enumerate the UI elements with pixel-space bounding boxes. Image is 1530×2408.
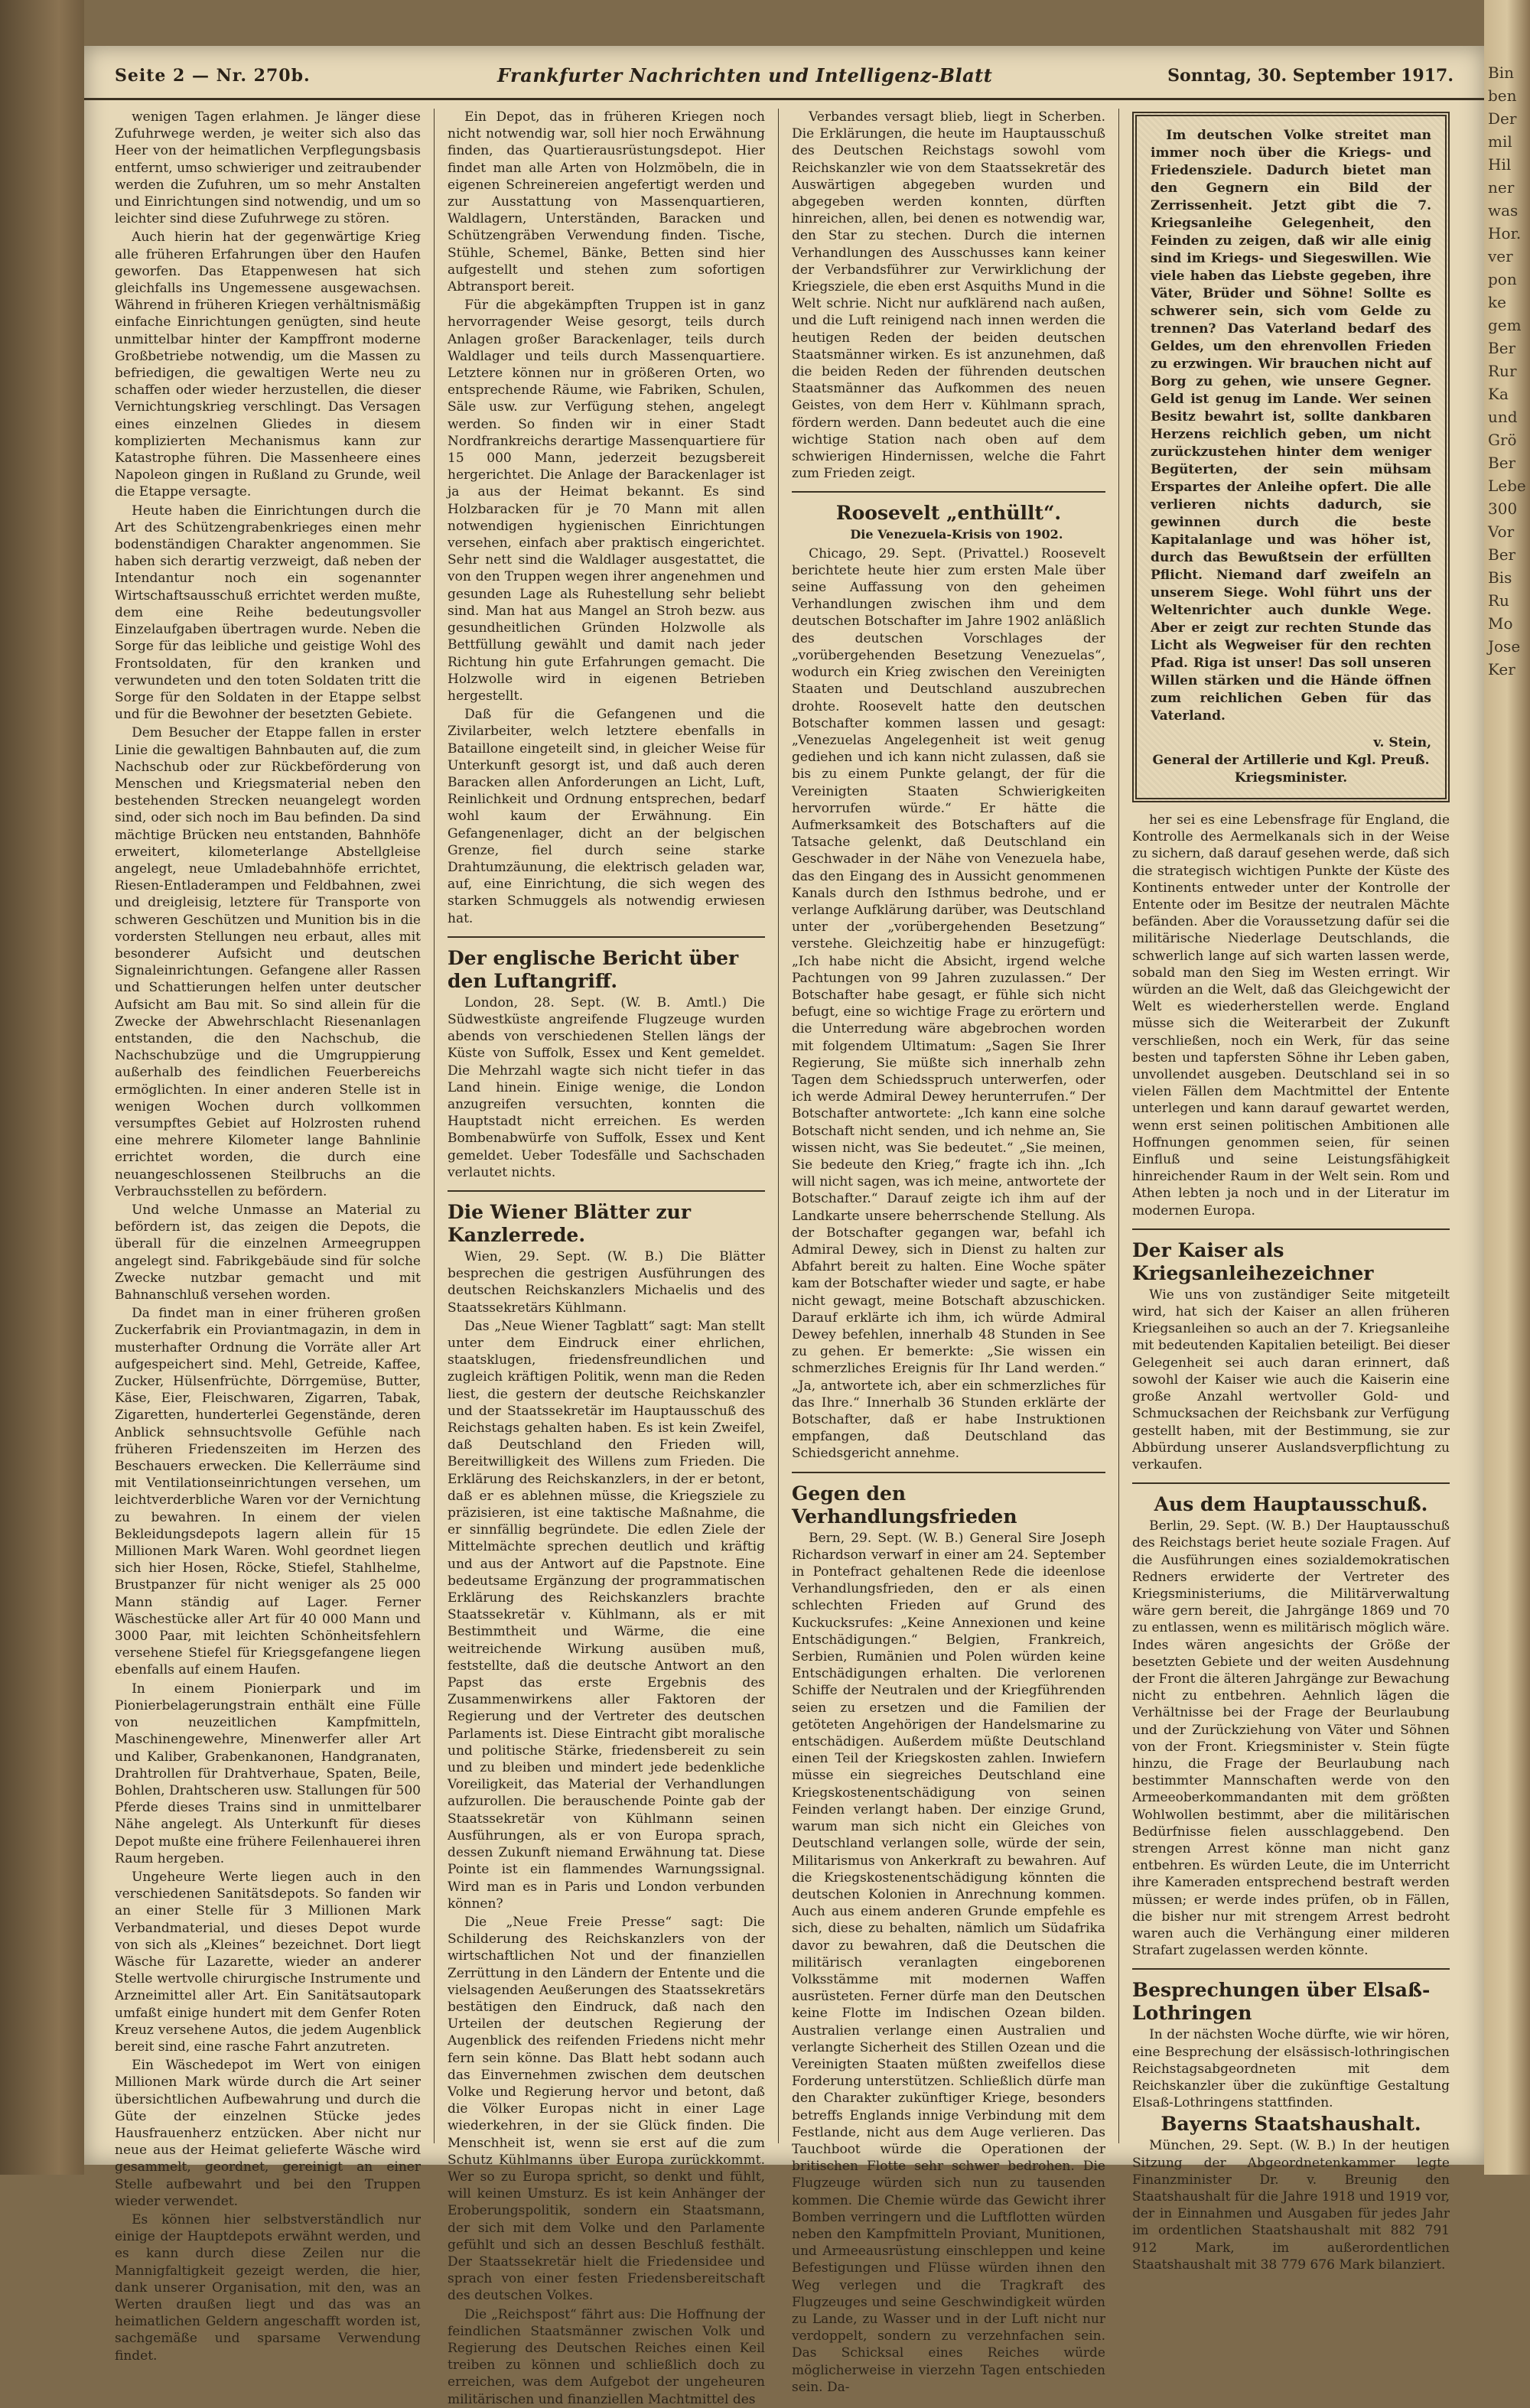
section-divider bbox=[1132, 1482, 1450, 1484]
paragraph: In der nächsten Woche dürfte, wie wir hören, eine Besprechung der elsässisch-lothringischen Reichstagsabgeordneten mit dem Reichskanzler über die zukünftige Gestaltung Elsaß-Lothringens stattfinden. bbox=[1132, 2027, 1450, 2111]
headline-bayern: Bayerns Staatshaushalt. bbox=[1161, 2113, 1421, 2136]
headline-hauptausschuss: Aus dem Hauptausschuß. bbox=[1154, 1493, 1428, 1516]
headline-roosevelt: Roosevelt „enthüllt“. bbox=[835, 502, 1062, 525]
section-divider bbox=[1132, 1228, 1450, 1230]
header-date: Sonntag, 30. September 1917. bbox=[1167, 66, 1454, 86]
column-2 bbox=[448, 109, 765, 2407]
section-divider bbox=[792, 491, 1105, 493]
headline-kaiser: Der Kaiser als Kriegsanleihezeichner bbox=[1132, 1238, 1374, 1284]
appeal-text: Im deutschen Volke streitet man immer noch über die Kriegs- und Friedensziele. Dadurch bietet man den Gegnern ein Bild der Zerrissenheit. Jetzt gibt die 7. Kriegsanleihe Gelegenheit, den Feinden zu zeigen, daß wir alle einig sind im Kriegs- und Siegeswillen. Wie viele haben das Liebste gegeben, ihre Väter, Brüder und Söhne! Sollte es schwerer sein, sich vom Gelde zu trennen? Das Vaterland bedarf des Geldes, um den ehrenvollen Frieden zu erzwingen. Wir brauchen nicht auf Borg zu gehen, wie unsere Gegner. Geld ist genug im Lande. Wer seinen Besitz bewahrt ist, sollte dankbaren Herzens reichlich geben, um nicht zurückzustehen hinter dem weniger Begüterten, der sein mühsam Erspartes der Anleihe opfert. Die alle verlieren nichts dadurch, sie gewinnen durch die beste Kapitalanlage und was höher ist, durch das Bewußtsein der erfüllten Pflicht. Niemand darf zweifeln an unserem Siege. Wohl führt uns der Weltenrichter auch dunkle Wege. Aber er zeigt zur rechten Stunde das Licht als Wegweiser für den rechten Pfad. Riga ist unser! Das soll unseren Willen stärken und die Hände öffnen zum reichlichen Geben für das Vaterland. bbox=[1151, 128, 1431, 724]
paragraph: Ein Depot, das in früheren Kriegen noch nicht notwendig war, soll hier noch Erwähnung finden, das Quartierausrüstungsdepot. Hier findet man alle Arten von Holzmöbeln, die in eigenen Schreinereien angefertigt werden und zur Ausstattung von Massenquartieren, Waldlagern, Unterständen, Baracken und Schützengräben Verwendung finden. Tische, Stühle, Schemel, Bänke, Betten sind hier aufgestellt und stehen zum sofortigen Abtransport bereit. bbox=[448, 109, 765, 295]
paragraph: Ungeheure Werte liegen auch in den verschiedenen Sanitätsdepots. So fanden wir an einer Stelle für 3 Millionen Mark Verbandmaterial, und dieses Depot wurde von sich als „Kleines“ bezeichnet. Dort liegt Wäsche für Lazarette, wieder an anderer Stelle wertvolle chirurgische Instrumente und Arzneimittel aller Art. Ein Sanitätsautopark umfaßt einige hundert mit dem Genfer Roten Kreuz versehene Autos, die jedem Augenblick bereit sind, eine rasche Fahrt anzutreten. bbox=[115, 1869, 421, 2055]
header-masthead: Frankfurter Nachrichten und Intelligenz-Blatt bbox=[497, 64, 993, 86]
paragraph: Berlin, 29. Sept. (W. B.) Der Hauptausschuß des Reichstags beriet heute soziale Fragen. Auf die Ausführungen eines sozialdemokratischen Redners erwiderte der Vertreter des Kriegsministeriums, die Militärverwaltung wäre gern bereit, die Jahrgänge 1869 und 70 zu entlassen, wenn es militärisch möglich wäre. Indes wären angesichts der Größe der besetzten Gebiete und der weiten Ausdehnung der Front die älteren Jahrgänge zur Bewachung nicht zu entbehren. Aehnlich lägen die Verhältnisse bei der Frage der Beurlaubung und der Zurückziehung von Väter und Söhnen von der Front. Kriegsminister v. Stein fügte hinzu, die Frage der Beurlaubung nach bestimmter Mannschaften werde von den Armeeoberkommandanten mit dem größten Wohlwollen bestimmt, aber die militärischen Bedürfnisse fielen ausschlaggebend. Den strengen Arrest könne man nicht ganz entbehren. Es würden Leute, die im Unterricht ihre Kameraden entsprechend bestraft werden müssen; er werde indes prüfen, ob in Fällen, die bisher nur mit strengem Arrest bedroht waren auch die Verhängung einer milderen Strafart zugelassen werden könnte. bbox=[1132, 1518, 1450, 1959]
column-3 bbox=[792, 109, 1105, 2395]
war-loan-appeal-box bbox=[1132, 112, 1450, 802]
paragraph: Für die abgekämpften Truppen ist in ganz hervorragender Weise gesorgt, teils durch Anlagen großer Barackenlager, teils durch Waldlager und teils durch Massenquartiere. Letztere können nur in größeren Orten, wo entsprechende Räume, wie Fabriken, Schulen, Säle usw. zur Verfügung stehen, angelegt werden. So finden wir in einer Stadt Nordfrankreichs derartige Massenquartiere für 15 000 Mann, jederzeit bezugsbereit hergerichtet. Die Anlage der Barackenlager ist ja aus der Heimat bekannt. Es sind Holzbaracken für je 70 Mann mit allen notwendigen hygienischen Einrichtungen versehen, einfach aber praktisch eingerichtet. Sehr nett sind die Waldlager ausgestattet, die von den Truppen wegen ihrer angenehmen und gesunden Lage als Ruhestellung sehr beliebt sind. Man hat aus Mangel an Stroh bezw. aus gesundheitlichen Gründen Holzwolle als Bettfüllung gewählt und damit nach jeder Richtung hin gute Erfahrungen gemacht. Die Holzwolle wird in eigenen Betrieben hergestellt. bbox=[448, 298, 765, 704]
paragraph: Und welche Unmasse an Material zu befördern ist, das zeigen die Depots, die überall für die einzelnen Armeegruppen angelegt sind. Fabrikgebäude sind für solche Zwecke nutzbar gemacht und mit Bahnanschluß versehen worden. bbox=[115, 1202, 421, 1303]
paragraph: In einem Pionierpark und im Pionierbelagerungstrain enthält eine Fülle von neuzeitlichen Kampfmitteln, Maschinengewehre, Minenwerfer aller Art und Kaliber, Grabenkanonen, Handgranaten, Drahtrollen für Drahtverhaue, Spaten, Beile, Bohlen, Drahtscheren usw. Stallungen für 500 Pferde dieses Trains sind in unmittelbarer Nähe angelegt. Als Unterkunft für dieses Depot mußte eine frühere Feilenhauerei ihren Raum hergeben. bbox=[115, 1681, 421, 1866]
headline-verhandlungsfrieden: Gegen den Verhandlungsfrieden bbox=[792, 1482, 1017, 1528]
paragraph: Das „Neue Wiener Tagblatt“ sagt: Man stellt unter dem Eindruck einer ehrlichen, staatsklugen, friedensfreundlichen und zugleich kräftigen Politik, wenn man die Reden liest, die gestern der deutsche Reichskanzler und der Staatssekretär im Hauptausschuß des Reichstags gehalten haben. Es ist kein Zweifel, daß Deutschland den Frieden will, Bereitwilligkeit des Willens zum Frieden. Die Erklärung des Reichskanzlers, in der er betont, daß er es ablehnen müsse, die Kriegsziele zu präzisieren, ist eine taktische Maßnahme, die er sinnfällig begründete. Die edlen Ziele der Mittelmächte sprechen deutlich und kräftig und aus der Antwort auf die Papstnote. Eine bedeutsame Ergänzung der programmatischen Erklärung des Reichskanzlers brachte Staatssekretär v. Kühlmann, als er mit Bestimmtheit und Wärme, die eine weitreichende Wirkung ausüben muß, feststellte, daß die deutsche Antwort an den Papst das erste Ergebnis des Zusammenwirkens aller Faktoren der Regierung und der Vertreter des deutschen Parlaments ist. Diese Eintracht gibt moralische und politische Stärke, friedensbereit zu sein und zu bleiben und mindert jede bedenkliche Voreiligkeit, das Material der Verhandlungen aufzurollen. Die berauschende Pointe gab der Staatssekretär von Kühlmann seinen Ausführungen, als er von Europa sprach, dessen Zukunft niemand Erwähnung tat. Diese Pointe ist ein flammendes Warnungssignal. Wird man es in Paris und London verbunden können? bbox=[448, 1318, 765, 1912]
page-header bbox=[84, 60, 1484, 100]
paragraph: Wien, 29. Sept. (W. B.) Die Blätter besprechen die gestrigen Ausführungen des deutschen Reichskanzlers Michaelis und des Staatssekretärs Kühlmann. bbox=[448, 1248, 765, 1316]
column-rule bbox=[778, 109, 779, 2143]
appeal-signature-name: v. Stein, bbox=[1373, 735, 1431, 750]
paragraph: Die „Neue Freie Presse“ sagt: Die Schilderung des Reichskanzlers von der wirtschaftlichen Not und der finanziellen Zerrüttung in den Ländern der Entente und die vielsagenden Aeußerungen des Staatssekretärs bestätigen den Eindruck, daß nach den Urteilen der deutschen Regierung der Augenblick des reifenden Friedens nicht mehr fern sein könne. Das Blatt hebt sodann auch das Einvernehmen zwischen dem deutschen Volke und Regierung hervor und betont, daß die Völker Europas nicht in einer Lage wiederkehren, in der sie Glück finden. Die Menschheit ist, wenn sie erst auf die zum Schutz Kühlmanns über Europa zurückkommt. Wer so zu Europa spricht, so denkt und fühlt, will keinen Umsturz. Es ist kein Anhänger der Eroberungspolitik, sondern ein Staatsmann, der sich mit dem Volke und den Parlamente gefühlt und sich an dessen Beschluß festhält. Der Staatssekretär hielt die Friedensidee und sprach von einer festen Friedensbereitschaft des deutschen Volkes. bbox=[448, 1914, 765, 2304]
paragraph: Die „Reichspost“ fährt aus: Die Hoffnung der feindlichen Staatsmänner zwischen Volk und Regierung des Deutschen Reiches einen Keil treiben zu können und schließlich doch zu erreichen, was dem Aufgebot der ungeheuren militärischen und finanziellen Machtmittel des bbox=[448, 2306, 765, 2407]
binding-shadow-left bbox=[0, 0, 84, 2175]
paragraph: Daß für die Gefangenen und die Zivilarbeiter, welch letztere ebenfalls in Bataillone eingeteilt sind, in gleicher Weise für Unterkunft gesorgt ist, und daß auch deren Baracken allen Anforderungen an Licht, Luft, Reinlichkeit und Ordnung entsprechen, bedarf wohl kaum der Erwähnung. Ein Gefangenenlager, dicht an der belgischen Grenze, fiel durch seine starke Drahtumzäunung, die elektrisch geladen war, auf, eine Einrichtung, die sich wegen des starken Schmuggels als notwendig erwiesen hat. bbox=[448, 707, 765, 926]
headline-luftangriff: Der englische Bericht über den Luftangriff. bbox=[448, 946, 739, 992]
headline-elsass-lothringen: Besprechungen über Elsaß-Lothringen bbox=[1132, 1979, 1431, 2025]
paragraph: Dem Besucher der Etappe fallen in erster Linie die gewaltigen Bahnbauten auf, die zum Nachschub oder zur Rückbeförderung von Menschen und Kriegsmaterial neben den bestehenden Strecken neuangelegt worden sind, oder sich noch im Bau befinden. Da sind mächtige Brücken neu entstanden, Bahnhöfe erweitert, kilometerlange Abstellgleise angelegt, neue Umladebahnhöfe errichtet, Riesen-Entladerampen und Feldbahnen, zwei und dreigleisig, letztere für Transporte von schweren Geschützen und Munition bis in die vordersten Stellungen neu erbaut, alles mit besonderer Aufsicht und deutschen Signaleinrichtungen. Gefangene aller Rassen und Schattierungen helfen unter deutscher Aufsicht am Bau mit. So sind allein für die Zwecke der Abwehrschlacht Riesenanlagen entstanden, die den Nachschub, die Nachschubzüge und die Umgruppierung außerhalb des feindlichen Feuerbereichs ermöglichten. In einer anderen Stelle ist in wenigen Wochen durch vollkommen versumpftes Gebiet auf Holzrosten ruhend eine mehrere Kilometer lange Bahnlinie errichtet worden, die durch eine neuangeschlossenen Steilbruchs an die Verbrauchsstellen zu befördern. bbox=[115, 725, 421, 1199]
column-rule bbox=[434, 109, 435, 2143]
paragraph: Heute haben die Einrichtungen durch die Art des Schützengrabenkrieges einen mehr bodenständigen Charakter angenommen. Sie haben sich derartig verzweigt, daß neben der Intendantur noch ein sogenannter Wirtschaftsausschuß errichtet werden mußte, dem eine Reihe bedeutungsvoller Einzelaufgaben übertragen wurde. Neben die Sorge für das leibliche und geistige Wohl des Frontsoldaten, für den kranken und verwundeten und den toten Soldaten tritt die Sorge für den Soldaten in der Etappe selbst und für die Bewohner der besetzten Gebiete. bbox=[115, 503, 421, 723]
paragraph: her sei es eine Lebensfrage für England, die Kontrolle des Aermelkanals sich in der Weise zu sichern, daß darauf gesehen werde, daß sich die strategisch wichtigen Punkte der Küste des Kontinents entweder unter der Kontrolle der Entente oder im Besitze der neutralen Mächte befänden. Aber die Voraussetzung dafür sei die militärische Niederlage Deutschlands, die schwerlich lange auf sich warten lassen werde, sobald man den Sieg im Westen erringt. Wir würden an die Welt, daß das Gleichgewicht der Welt es wiederherstellen werde. England müsse sich die Weiterarbeit der Zukunft verschließen, noch ein Werk, für das seine besten und tapfersten Söhne ihr Leben gaben, unvollendet ausgeben. Deutschland sei in so vielen Fällen dem Machtmittel der Entente unterlegen und kann darauf gewartet werden, wenn erst seinen politischen Ambitionen alle Hoffnungen genommen seien, für seinen Einfluß und seine Leistungsfähigkeit hinreichender Raum in der Welt sein. Rom und Athen lebten ja noch und in der Literatur im modernen Europa. bbox=[1132, 812, 1450, 1219]
column-rule bbox=[1118, 109, 1119, 2143]
section-divider bbox=[1132, 1968, 1450, 1970]
paragraph: Auch hierin hat der gegenwärtige Krieg alle früheren Erfahrungen über den Haufen geworfen. Das Etappenwesen hat sich gleichfalls ins Ungemessene ausgewachsen. Während in früheren Kriegen verhältnismäßig einfache Einrichtungen genügten, sind heute unmittelbar hinter der Kampffront moderne Großbetriebe notwendig, um die Massen zu befriedigen, die gewaltigen Werte neu zu schaffen oder wieder herzustellen, die dieser Vernichtungskrieg verschlingt. Das Versagen eines einzelnen Gliedes in diesem komplizierten Mechanismus kann zur Katastrophe führen. Die Massenheere eines Napoleon gingen in Rußland zu Grunde, weil die Etappe versagte. bbox=[115, 229, 421, 500]
adjacent-page-fragment: Bin ben Der mil Hil ner was Hor. ver pon ke gem Ber Rur Ka und Grö Ber Lebe 300 Vor Ber Bis Ru Mo Jose Ker bbox=[1488, 63, 1526, 678]
paragraph: Ein Wäschedepot im Wert von einigen Millionen Mark würde durch die Art seiner übersichtlichen Aufbewahrung und durch die Güte der einzelnen Stücke jedes Hausfrauenherz entzücken. Aber nicht nur neue aus der Heimat gelieferte Wäsche wird gesammelt, geordnet, gereinigt an einer Stelle aufbewahrt und bei den Truppen wieder verwendet. bbox=[115, 2058, 421, 2209]
subheadline-venezuela: Die Venezuela-Krisis von 1902. bbox=[850, 527, 1063, 542]
paragraph: Chicago, 29. Sept. (Privattel.) Roosevelt berichtete heute hier zum ersten Male über seine Auffassung von den geheimen Verhandlungen zwischen ihm und dem deutschen Botschafter im Jahre 1902 anläßlich des deutschen Vorschlages der „vorübergehenden Besetzung Venezuelas“, wodurch ein Krieg zwischen den Vereinigten Staaten und Deutschland auszubrechen drohte. Roosevelt hatte den deutschen Botschafter kommen lassen und gesagt: „Venezuelas Angelegenheit ist weit genug gediehen und ich kann nicht zulassen, daß sie bis zu einem Punkte gelangt, der für die Vereinigten Staaten Schwierigkeiten hervorrufen würde.“ Er hätte die Aufmerksamkeit des Botschafters auf die Tatsache gelenkt, daß Deutschland ein Geschwader in der Nähe von Venezuela habe, das den Eingang des in Aussicht genommenen Kanals durch den Isthmus bedrohe, und er verlange Aufklärung darüber, was Deutschland unter der „vorübergehenden Besetzung“ verstehe. Gleichzeitig habe er hinzugefügt: „Ich habe nicht die Absicht, irgend welche Pachtungen von 99 Jahren zuzulassen.“ Der Botschafter habe gesagt, er fühle sich nicht befugt, eine so wichtige Frage zu erörtern und die Unterredung wäre abgebrochen worden mit folgendem Ultimatum: „Sagen Sie Ihrer Regierung, Sie müßte sich innerhalb zehn Tagen dem Schiedsspruch unterwerfen, oder ich werde Admiral Dewey herunterrufen.“ Der Botschafter antwortete: „Ich kann eine solche Botschaft nicht senden, und ich nehme an, Sie wissen nicht, was Sie bedeutet.“ „Sie meinen, Sie bedeute den Krieg,“ fragte ich ihn. „Ich will nicht sagen, was ich meine, antwortete der Botschafter.“ Darauf zeigte ich ihm auf der Landkarte unsere beherrschende Stellung. Als der Botschafter gegangen war, befahl ich Admiral Dewey, sich in Dienst zu halten zur Abfahrt bereit zu halten. Eine Woche später kam der Botschafter wieder und sagte, er habe nicht gewagt, meine Botschaft abzuschicken. Darauf erklärte ich ihm, ich würde Admiral Dewey befehlen, innerhalb 48 Stunden in See zu gehen. Er bemerkte: „Sie wissen ein schmerzliches Ereignis für Ihr Land werden.“ „Ja, antwortete ich, aber ein schmerzliches für das Ihre.“ Innerhalb 36 Stunden erklärte der Botschafter, daß er habe Instruktionen empfangen, daß Deutschland das Schiedsgericht annehme. bbox=[792, 545, 1105, 1462]
section-divider bbox=[448, 1190, 765, 1192]
paragraph: wenigen Tagen erlahmen. Je länger diese Zufuhrwege werden, je weiter sich also das Heer von der heimatlichen Verpflegungsbasis entfernt, umso schwieriger und zeitraubender werden die Zufuhren, um so mehr Anstalten und Einrichtungen sind notwendig, und um so leichter sind diese Zufuhrwege zu stören. bbox=[115, 109, 421, 227]
paragraph: München, 29. Sept. (W. B.) In der heutigen Sitzung der Abgeordnetenkammer legte Finanzminister Dr. v. Breunig den Staatshaushalt für die Jahre 1918 und 1919 vor, der in Einnahmen und Ausgaben für jedes Jahr im ordentlichen Staatshaushalt mit 882 791 912 Mark, im außerordentlichen Staatshaushalt mit 38 779 676 Mark bilanziert. bbox=[1132, 2138, 1450, 2273]
paragraph: London, 28. Sept. (W. B. Amtl.) Die Südwestküste angreifende Flugzeuge wurden abends von verschiedenen Stellen längs der Küste von Suffolk, Essex und Kent gemeldet. Die Mehrzahl wagte sich nicht tiefer in das Land hinein. Einige wenige, die London anzugreifen versuchten, konnten die Hauptstadt nicht erreichen. Es werden Bombenabwürfe von Suffolk, Essex und Kent gemeldet. Ueber Todesfälle und Sachschaden verlautet nichts. bbox=[448, 994, 765, 1180]
paragraph: Verbandes versagt blieb, liegt in Scherben. Die Erklärungen, die heute im Hauptausschuß des Deutschen Reichstags sowohl vom Reichskanzler wie von dem Staatssekretär des Auswärtigen abgegeben wurden und abgegeben werden konnten, dürften hinreichen, allen, bei denen es notwendig war, den Star zu stechen. Durch die internen Verhandlungen des Ausschusses kann keiner der Verbandsführer zur Verwirklichung der Kriegsziele, die eben erst Asquiths Mund in die Welt schrie. Nicht nur aufklärend nach außen, und die Luft reinigend nach innen werden die heutigen Reden der beiden deutschen Staatsmänner wirken. Es ist anzunehmen, daß die beiden Reden der führenden deutschen Staatsmänner das Aufkommen des neuen Geistes, von dem Herr v. Kühlmann sprach, fördern werden. Dann bedeutet auch die eine wichtige Station nach oben auf dem schwierigen Hindernissen, welche die Fahrt zum Frieden zeigt. bbox=[792, 109, 1105, 482]
appeal-signature-title: General der Artillerie und Kgl. Preuß. Kriegsminister. bbox=[1152, 753, 1430, 786]
section-divider bbox=[448, 936, 765, 938]
newspaper-page bbox=[84, 46, 1484, 2407]
column-1 bbox=[115, 109, 421, 2364]
column-4 bbox=[1132, 109, 1450, 2273]
paragraph: Bern, 29. Sept. (W. B.) General Sire Joseph Richardson verwarf in einer am 24. September in Pontefract gehaltenen Rede die ideenlose Verhandlungsfrieden, den er als einen schlechten Frieden auf Grund des Kuckucksrufes: „Keine Annexionen und keine Entschädigungen.“ Belgien, Frankreich, Serbien, Rumänien und Polen würden keine Entschädigungen erhalten. Die verlorenen Schiffe der Neutralen und der Kriegführenden seien zu ersetzen und die Familien der getöteten Angehörigen der Handelsmarine zu entschädigen. Außerdem müßte Deutschland einen Teil der Kriegskosten zahlen. Inwiefern müsse ein siegreiches Deutschland eine Kriegskostenentschädigung von seinen Feinden verlangt haben. Der einzige Grund, warum man sich nicht ein Gleiches von Deutschland verlangen solle, würde der sein, Militarismus von Ankerkraft zu bewahren. Auf die Kriegskostenentschädigung könnten die deutschen Kolonien in Anrechnung kommen. Auch aus einem anderen Grunde empfehle es sich, diese zu behalten, nämlich um Südafrika davor zu bewahren, daß die Deutschen die militärisch veranlagten eingeborenen Volksstämme mit modernen Waffen ausrüsteten. Ferner dürfe man den Deutschen keine Flotte im Indischen Ozean bilden. Australien verlange einen Australien und verlangte Sicherheit des Stillen Ozean und die Vereinigten Staaten müßten zweifellos diese Forderung unterstützen. Schließlich dürfe man den Charakter zukünftiger Kriege, besonders betreffs Englands innige Verbindung mit dem Festlande, nicht aus dem Auge verlieren. Das Tauchboot würde die Operationen der britischen Flotte sehr schwer bedrohen. Die Flugzeuge würden sich nun zu tausenden kommen. Die Chemie würde das Gewicht ihrer Bomben verringern und die Luftflotten würden neben den Kampfmitteln Proviant, Munitionen, und Armeeausrüstung einschleppen und keine Befestigungen und Flüsse würden ihnen den Weg verlegen und die Tragkraft des Flugzeuges und seine Geschwindigkeit würden zu Lande, zu Wasser und in der Luft nicht nur verdoppelt, sondern zu verzehnfachen sein. Das Schicksal eines Reiches würde möglicherweise in vierzehn Tagen entschieden sein. Da- bbox=[792, 1530, 1105, 2395]
paragraph: Da findet man in einer früheren großen Zuckerfabrik ein Proviantmagazin, in dem in musterhafter Ordnung die Vorräte aller Art aufgespeichert sind. Mehl, Getreide, Kaffee, Zucker, Hülsenfrüchte, Dörrgemüse, Butter, Käse, Eier, Fleischwaren, Zigarren, Tabak, Zigaretten, hunderterlei Gegenstände, deren Anblick sehnsuchtsvolle Gefühle nach früheren Friedenszeiten im Herzen des Beschauers erwecken. Die Kellerräume sind mit Ventilationseinrichtungen versehen, um leichtverderbliche Waren vor der Vernichtung zu bewahren. In einem der vielen Bekleidungsdepots lagern allein für 15 Millionen Mark Waren. Wohl geordnet liegen sich hier Hosen, Röcke, Stiefel, Stahlhelme, Brustpanzer für nicht weniger als 25 000 Mann ständig auf Lager. Ferner Wäschestücke aller Art für 40 000 Mann und 3000 Paar, mit leichten Schönheitsfehlern versehene Stiefel für Kriegsgefangene liegen ebenfalls auf einem Haufen. bbox=[115, 1306, 421, 1678]
headline-wiener-blaetter: Die Wiener Blätter zur Kanzlerrede. bbox=[448, 1200, 692, 1246]
paragraph: Es können hier selbstverständlich nur einige der Hauptdepots erwähnt werden, und es kann durch diese Zeilen nur die Mannigfaltigkeit gezeigt werden, die hier, dank unserer Organisation, mit den, was an Werten draußen liegt und das was an heimatlichen Geldern angeschafft worden ist, sachgemäße und sparsame Verwendung findet. bbox=[115, 2211, 421, 2364]
header-page-number: Seite 2 — Nr. 270b. bbox=[115, 66, 311, 86]
paragraph: Wie uns von zuständiger Seite mitgeteilt wird, hat sich der Kaiser an allen früheren Kriegsanleihen so auch an der 7. Kriegsanleihe mit bedeutenden Kapitalien beteiligt. Bei dieser Gelegenheit sei auch daran erinnert, daß sowohl der Kaiser wie auch die Kaiserin eine große Anzahl wertvoller Gold- und Schmucksachen der Reichsbank zur Verfügung gestellt haben, mit der Bestimmung, sie zur Abbürdung unserer Auslandsverpflichtung zu verkaufen. bbox=[1132, 1287, 1450, 1472]
section-divider bbox=[792, 1472, 1105, 1473]
